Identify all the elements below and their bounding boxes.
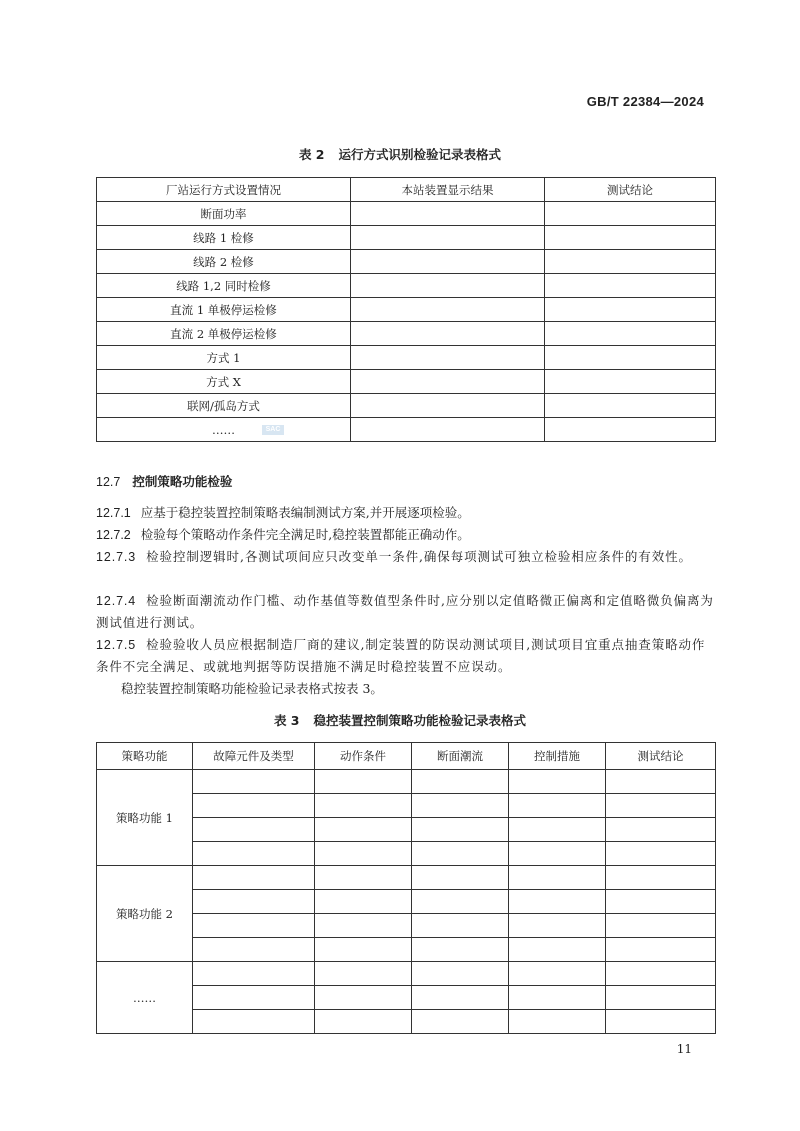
section-title: 控制策略功能检验 — [132, 474, 233, 489]
empty-cell — [412, 986, 509, 1010]
empty-cell — [606, 986, 716, 1010]
table2-row-label: 联网/孤岛方式 — [97, 394, 351, 418]
empty-cell — [509, 962, 606, 986]
table-row — [97, 274, 716, 298]
table3-caption — [0, 711, 800, 729]
table-row — [97, 418, 716, 442]
table3-header-row — [97, 743, 716, 770]
empty-cell — [545, 370, 716, 394]
empty-cell — [315, 818, 412, 842]
table3-col-header: 控制措施 — [509, 743, 606, 770]
empty-cell — [606, 1010, 716, 1034]
table-row — [97, 962, 716, 986]
empty-cell — [606, 914, 716, 938]
empty-cell — [351, 274, 545, 298]
empty-cell — [545, 202, 716, 226]
empty-cell — [351, 370, 545, 394]
empty-cell — [315, 890, 412, 914]
clause-text: 检验验收人员应根据制造厂商的建议,制定装置的防误动测试项目,测试项目宜重点抽查策略动作条件不完全满足、或就地判据等防误措施不满足时稳控装置不应误动。 — [96, 637, 706, 674]
clause-12-7-1 — [96, 502, 715, 524]
empty-cell — [351, 346, 545, 370]
empty-cell — [412, 794, 509, 818]
empty-cell — [509, 1010, 606, 1034]
empty-cell — [412, 914, 509, 938]
empty-cell — [351, 322, 545, 346]
clause-text: 检验每个策略动作条件完全满足时,稳控装置都能正确动作。 — [140, 527, 470, 542]
table3-number: 表 3 — [273, 713, 300, 728]
empty-cell — [509, 866, 606, 890]
empty-cell — [351, 394, 545, 418]
empty-cell — [606, 962, 716, 986]
empty-cell — [315, 1010, 412, 1034]
table2-row-label: 直流 1 单极停运检修 — [97, 298, 351, 322]
empty-cell — [412, 1010, 509, 1034]
table-row — [97, 322, 716, 346]
empty-cell — [545, 250, 716, 274]
empty-cell — [315, 794, 412, 818]
table2 — [96, 177, 716, 442]
empty-cell — [412, 962, 509, 986]
clause-12-7-2 — [96, 524, 715, 546]
empty-cell — [193, 986, 315, 1010]
table-row — [97, 394, 716, 418]
empty-cell — [509, 770, 606, 794]
table-row — [97, 202, 716, 226]
clause-number: 12.7.4 — [96, 594, 137, 608]
table-row — [97, 298, 716, 322]
table2-row-label: …… — [97, 418, 351, 442]
empty-cell — [351, 226, 545, 250]
table3-col-header: 故障元件及类型 — [193, 743, 315, 770]
empty-cell — [545, 226, 716, 250]
page-number: 11 — [676, 1042, 692, 1056]
empty-cell — [545, 394, 716, 418]
empty-cell — [606, 890, 716, 914]
empty-cell — [509, 818, 606, 842]
empty-cell — [193, 914, 315, 938]
empty-cell — [315, 770, 412, 794]
table2-title: 运行方式识别检验记录表格式 — [338, 147, 502, 162]
table3-col-header: 测试结论 — [606, 743, 716, 770]
clause-text: 检验控制逻辑时,各测试项间应只改变单一条件,确保每项测试可独立检验相应条件的有效性。 — [146, 549, 692, 564]
table2-row-label: 线路 2 检修 — [97, 250, 351, 274]
table-row — [97, 866, 716, 890]
empty-cell — [509, 986, 606, 1010]
empty-cell — [606, 794, 716, 818]
empty-cell — [193, 794, 315, 818]
table3-reference-note: 稳控装置控制策略功能检验记录表格式按表 3。 — [121, 681, 383, 696]
clause-text: 检验断面潮流动作门槛、动作基值等数值型条件时,应分别以定值略微正偏离和定值略微负偏离为测试值进行测试。 — [96, 593, 714, 630]
empty-cell — [315, 962, 412, 986]
clause-text: 应基于稳控装置控制策略表编制测试方案,并开展逐项检验。 — [140, 505, 470, 520]
table3-col-header: 策略功能 — [97, 743, 193, 770]
empty-cell — [315, 866, 412, 890]
table2-row-label: 方式 X — [97, 370, 351, 394]
empty-cell — [509, 794, 606, 818]
empty-cell — [193, 890, 315, 914]
table2-caption — [0, 145, 800, 163]
table3-col-header: 断面潮流 — [412, 743, 509, 770]
table3-col-header: 动作条件 — [315, 743, 412, 770]
table2-row-label: 线路 1 检修 — [97, 226, 351, 250]
clause-number: 12.7.2 — [96, 528, 131, 542]
empty-cell — [315, 914, 412, 938]
table2-row-label: 方式 1 — [97, 346, 351, 370]
table2-header-row — [97, 178, 716, 202]
empty-cell — [193, 818, 315, 842]
table2-col-header: 本站装置显示结果 — [351, 178, 545, 202]
table2-col-header: 测试结论 — [545, 178, 716, 202]
empty-cell — [193, 770, 315, 794]
sac-watermark: SAC — [262, 425, 284, 435]
clause-number: 12.7.3 — [96, 550, 137, 564]
table-row — [97, 226, 716, 250]
table3-group-label: 策略功能 2 — [97, 866, 193, 962]
empty-cell — [509, 938, 606, 962]
empty-cell — [412, 842, 509, 866]
table3-group-label: …… — [97, 962, 193, 1034]
table2-row-label: 直流 2 单极停运检修 — [97, 322, 351, 346]
empty-cell — [351, 250, 545, 274]
table2-number: 表 2 — [298, 147, 325, 162]
empty-cell — [606, 866, 716, 890]
empty-cell — [351, 298, 545, 322]
empty-cell — [606, 818, 716, 842]
empty-cell — [193, 938, 315, 962]
empty-cell — [545, 418, 716, 442]
clause-number: 12.7.5 — [96, 638, 137, 652]
table3-group-label: 策略功能 1 — [97, 770, 193, 866]
clause-12-7-4 — [96, 590, 715, 634]
empty-cell — [412, 770, 509, 794]
empty-cell — [545, 298, 716, 322]
empty-cell — [412, 890, 509, 914]
section-heading — [96, 472, 232, 490]
table-row — [97, 250, 716, 274]
table3-title: 稳控装置控制策略功能检验记录表格式 — [313, 713, 527, 728]
empty-cell — [193, 1010, 315, 1034]
table3 — [96, 742, 716, 1034]
empty-cell — [509, 842, 606, 866]
empty-cell — [315, 842, 412, 866]
table2-col-header: 厂站运行方式设置情况 — [97, 178, 351, 202]
empty-cell — [412, 866, 509, 890]
section-number: 12.7 — [96, 475, 121, 489]
table2-row-label: 断面功率 — [97, 202, 351, 226]
empty-cell — [351, 202, 545, 226]
standard-number: GB/T 22384—2024 — [586, 94, 704, 109]
empty-cell — [545, 346, 716, 370]
empty-cell — [315, 938, 412, 962]
empty-cell — [351, 418, 545, 442]
table-row — [97, 370, 716, 394]
empty-cell — [509, 914, 606, 938]
empty-cell — [545, 274, 716, 298]
empty-cell — [412, 818, 509, 842]
clause-12-7-3 — [96, 546, 715, 568]
empty-cell — [606, 938, 716, 962]
clause-12-7-5 — [96, 634, 715, 678]
clause-number: 12.7.1 — [96, 506, 131, 520]
empty-cell — [545, 322, 716, 346]
empty-cell — [606, 770, 716, 794]
empty-cell — [509, 890, 606, 914]
table-row — [97, 770, 716, 794]
empty-cell — [412, 938, 509, 962]
empty-cell — [193, 866, 315, 890]
empty-cell — [193, 842, 315, 866]
table-row — [97, 346, 716, 370]
empty-cell — [606, 842, 716, 866]
table2-row-label: 线路 1,2 同时检修 — [97, 274, 351, 298]
empty-cell — [315, 986, 412, 1010]
empty-cell — [193, 962, 315, 986]
